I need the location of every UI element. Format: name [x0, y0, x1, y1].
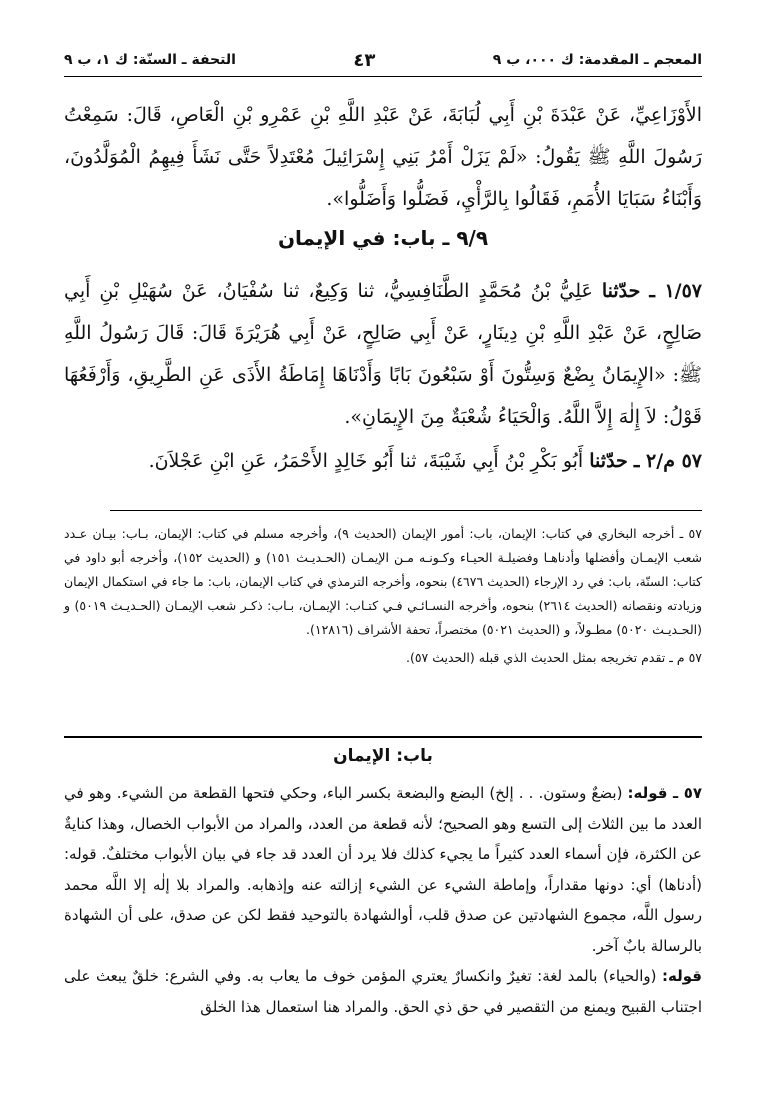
- footnotes: [64, 522, 702, 674]
- running-header: [64, 46, 702, 74]
- hadith-57m-isnad-intro: حدّثنا: [589, 450, 628, 472]
- commentary-text: (والحياء) بالمد لغة: تغيرٌ وانكسارٌ يعتري المؤمن خوف ما يعاب به. وفي الشرع: خلقٌ يبعث على اجتناب القبيح ويمنع من التقصير في حق ذي الحق. والمراد هنا استعمال هذا الخلق: [64, 967, 702, 1016]
- commentary: [64, 778, 702, 1022]
- chapter-heading: ٩/٩ ـ باب: في الإيمان: [277, 226, 489, 250]
- footnote-57m: ٥٧ م ـ تقدم تخريجه بمثل الحديث الذي قبله (الحديث ٥٧).: [405, 650, 702, 665]
- hadith-57-text: عَلِيُّ بْنُ مُحَمَّدٍ الطَّنَافِسِيُّ، ثنا وَكِيعٌ، ثنا سُفْيَانُ، عَنْ سُهَيْلِ بْنِ أَبِي صَالِحٍ، عَنْ عَبْدِ اللَّهِ بْنِ دِينَارٍ، عَنْ أَبِي صَالِحٍ، عَنْ أَبِي هُرَيْرَةَ قَالَ: قَالَ رَسُولُ اللَّهِ ﷺ: «الإِيمَانُ بِضْعٌ وَسِتُّونَ أَوْ سَبْعُونَ بَابًا وَأَدْنَاهَا إِمَاطَةُ الأَذَى عَنِ الطَّرِيقِ، وَأَرْفَعُهَا قَوْلُ: لاَ إِلٰهَ إِلاَّ اللَّهُ. وَالْحَيَاءُ شُعْبَةٌ مِنَ الإِيمَانِ».: [64, 280, 702, 428]
- header-right-reference: المعجم ـ المقدمة: ك ٠٠٠، ب ٩: [492, 52, 702, 68]
- hadith-continuation: [64, 94, 702, 220]
- hadith-57: [64, 270, 702, 438]
- footnote-57: ٥٧ ـ أخرجه البخاري في كتاب: الإيمان، باب: أمور الإيمان (الحديث ٩)، وأخرجه مسلم في كتاب: الإيمان، بـاب: بيـان عـدد شعب الإيمـان وأفضلها وأدناهـا وفضيلـة الحيـاء وكـونـه مـن الإيمـان (الحـديـث ١٥١) و (الحديث ١٥٢)، وأخرجه أبو داود في كتاب: السنّة، باب: في رد الإرجاء (الحديث ٤٦٧٦) بنحوه، وأخرجه الترمذي في كتاب الإيمان، باب: ما جاء في استكمال الإيمان وزيادته ونقصانه (الحديث ٢٦١٤) بنحوه، وأخرجه النسـائـي فـي كتـاب: الإيمـان، بـاب: ذكـر شعب الإيمـان (الحـديـث ٥٠١٩) و (الحـديـث ٥٠٢٠) مطـولاً، و (الحديث ٥٠٢١) مختصراً، تحفة الأشراف (١٢٨١٦).: [64, 526, 703, 637]
- hadith-57m-number: ٥٧ م/٢ ـ: [633, 450, 702, 472]
- commentary-text: (بضعٌ وستون. . . إلخ) البضع والبضعة بكسر الباء، وحكي فتحها القطعة من الشيء. وهو في العدد ما بين الثلاث إلى التسع وهو الصحيح؛ لأنه قطعة من العدد، والمراد من الأبواب الخصال، وهذا كنايةٌ عن الكثرة، فإن أسماء العدد كثيراً ما يجيء كذلك فلا يرد أن العدد قد جاء في بيان الأبواب مختلفٌ. قوله: (أدناها) أي: دونها مقداراً، وإماطة الشيء عن الشيء إزالته عنه وإذهابه. والمراد بلا إلٰه إلا اللَّه محمد رسول اللَّه، مجموع الشهادتين عن صدق قلب، أوالشهادة بالتوحيد فقط لكن عن صدق، على أن الشهادة بالرسالة بابٌ آخر.: [64, 784, 702, 955]
- hadith-57-number: ١/٥٧ ـ: [649, 280, 702, 302]
- commentary-paragraph: [64, 778, 702, 961]
- commentary-title: باب: الإيمان: [333, 746, 433, 766]
- commentary-lead: ٥٧ ـ قوله:: [627, 784, 702, 802]
- header-divider: [64, 76, 702, 77]
- header-left-reference: التحفة ـ السنّة: ك ١، ب ٩: [64, 52, 236, 68]
- page-number: ٤٣: [353, 49, 376, 71]
- commentary-lead: قوله:: [662, 967, 702, 985]
- commentary-paragraph: [64, 961, 702, 1022]
- hadith-57m-text: أَبُو بَكْرِ بْنُ أَبِي شَيْبَةَ، ثنا أَبُو خَالِدٍ الأَحْمَرُ، عَنِ ابْنِ عَجْلاَنَ.: [148, 450, 584, 472]
- commentary-divider: [64, 736, 702, 738]
- hadith-continuation-text: الأَوْزَاعِيِّ، عَنْ عَبْدَةَ بْنِ أَبِي لُبَابَةَ، عَنْ عَبْدِ اللَّهِ بْنِ عَمْرِو بْنِ الْعَاصِ، قَالَ: سَمِعْتُ رَسُولَ اللَّهِ ﷺ يَقُولُ: «لَمْ يَزَلْ أَمْرُ بَنِي إِسْرَائِيلَ مُعْتَدِلاً حَتَّى نَشَأَ فِيهِمُ الْمُوَلَّدُونَ، وَأَبْنَاءُ سَبَايَا الأُمَمِ، فَقَالُوا بِالرَّأْيِ، فَضَلُّوا وَأَضَلُّوا».: [64, 104, 702, 210]
- footnote-divider: [110, 510, 702, 511]
- hadith-57m: [64, 440, 702, 482]
- hadith-57-isnad-intro: حدّثنا: [601, 280, 641, 302]
